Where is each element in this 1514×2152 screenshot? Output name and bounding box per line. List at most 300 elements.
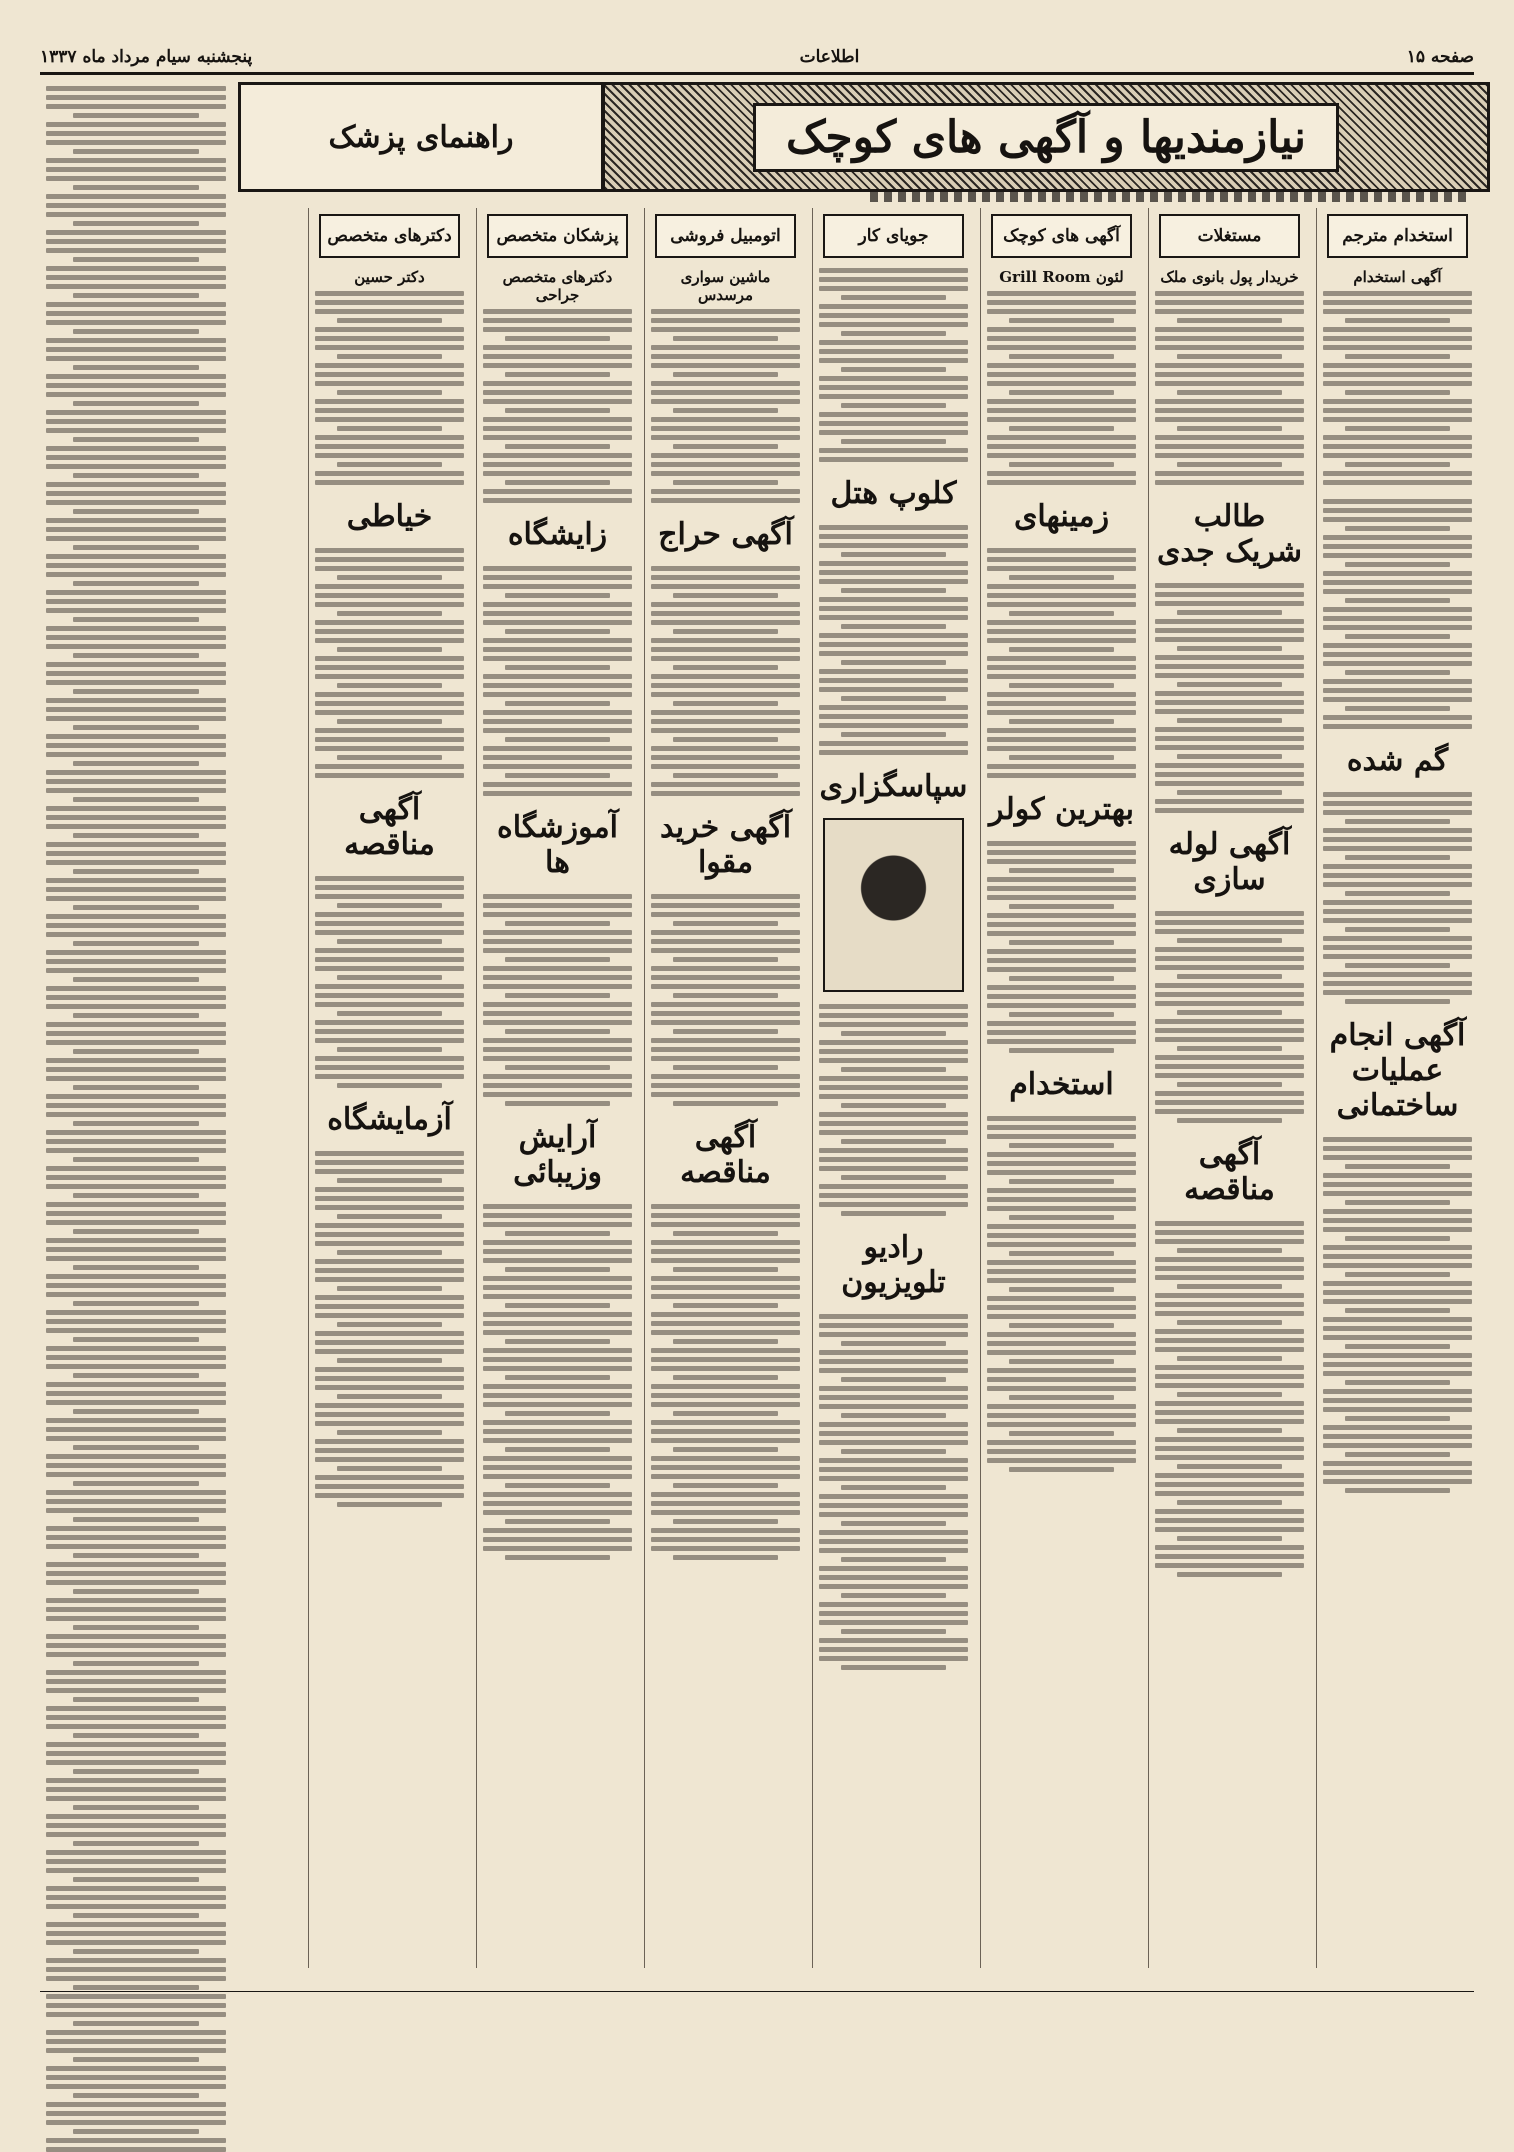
- text-line: [651, 1546, 800, 1551]
- text-line: [46, 1247, 226, 1252]
- text-line: [1009, 1431, 1113, 1436]
- text-line: [987, 841, 1136, 846]
- classified-ad: [315, 548, 464, 778]
- text-line: [315, 692, 464, 697]
- text-line: [483, 1258, 632, 1263]
- text-line: [46, 1004, 226, 1009]
- classified-ad: [315, 876, 464, 1088]
- text-line: [987, 620, 1136, 625]
- text-line: [673, 1267, 777, 1272]
- text-line: [46, 914, 226, 919]
- text-line: [651, 1492, 800, 1497]
- text-line: [987, 372, 1136, 377]
- text-line: [315, 1160, 464, 1165]
- text-line: [987, 1116, 1136, 1121]
- text-line: [841, 1341, 945, 1346]
- text-line: [987, 1003, 1136, 1008]
- text-line: [483, 1357, 632, 1362]
- text-line: [46, 455, 226, 460]
- text-line: [819, 1148, 968, 1153]
- text-line: [337, 390, 441, 395]
- text-line: [1009, 354, 1113, 359]
- text-line: [987, 913, 1136, 918]
- text-line: [483, 912, 632, 917]
- text-line: [987, 1134, 1136, 1139]
- text-line: [1345, 526, 1449, 531]
- text-line: [987, 1350, 1136, 1355]
- text-line: [505, 1029, 609, 1034]
- text-line: [841, 1067, 945, 1072]
- text-line: [73, 221, 199, 226]
- text-line: [46, 176, 226, 181]
- text-line: [483, 984, 632, 989]
- ad-title: ماشین سواری مرسدس: [680, 268, 771, 304]
- text-line: [46, 1112, 226, 1117]
- text-line: [651, 1038, 800, 1043]
- text-line: [315, 1232, 464, 1237]
- text-line: [46, 347, 226, 352]
- text-line: [315, 1331, 464, 1336]
- text-line: [1155, 763, 1304, 768]
- text-line: [987, 656, 1136, 661]
- text-line: [315, 746, 464, 751]
- text-line: [1345, 1272, 1449, 1277]
- text-line: [46, 2003, 226, 2008]
- text-line: [1323, 480, 1472, 485]
- text-line: [673, 993, 777, 998]
- text-line: [46, 1346, 226, 1351]
- text-line: [73, 2057, 199, 2062]
- text-line: [1155, 1230, 1304, 1235]
- text-line: [483, 435, 632, 440]
- text-line: [1155, 1419, 1304, 1424]
- text-line: [819, 1539, 968, 1544]
- classified-ad: [1323, 1137, 1472, 1493]
- text-line: [819, 678, 968, 683]
- text-line: [315, 1223, 464, 1228]
- text-line: [1323, 1227, 1472, 1232]
- text-line: [483, 1047, 632, 1052]
- text-line: [46, 1670, 226, 1675]
- text-line: [483, 1092, 632, 1097]
- text-line: [1345, 562, 1449, 567]
- text-line: [1177, 1082, 1281, 1087]
- text-line: [1155, 583, 1304, 588]
- text-line: [819, 570, 968, 575]
- text-line: [505, 1519, 609, 1524]
- ad-title: دکتر حسین: [354, 268, 425, 286]
- text-line: [651, 710, 800, 715]
- text-line: [505, 1339, 609, 1344]
- text-line: [1155, 372, 1304, 377]
- text-line: [1177, 938, 1281, 943]
- text-line: [483, 939, 632, 944]
- ad-title: خریدار پول بانوی ملک: [1160, 268, 1299, 286]
- text-line: [1155, 1437, 1304, 1442]
- text-line: [987, 859, 1136, 864]
- page-header: [40, 42, 1474, 75]
- text-line: [819, 1184, 968, 1189]
- text-line: [315, 1205, 464, 1210]
- text-line: [1177, 318, 1281, 323]
- text-line: [987, 728, 1136, 733]
- text-line: [483, 453, 632, 458]
- text-line: [315, 1241, 464, 1246]
- text-line: [987, 557, 1136, 562]
- text-line: [315, 885, 464, 890]
- text-line: [46, 1031, 226, 1036]
- text-line: [1323, 810, 1472, 815]
- classified-ad: [651, 894, 800, 1106]
- text-line: [1323, 1290, 1472, 1295]
- text-line: [673, 444, 777, 449]
- text-line: [46, 239, 226, 244]
- text-line: [337, 1322, 441, 1327]
- text-line: [651, 611, 800, 616]
- text-line: [651, 1420, 800, 1425]
- text-line: [46, 887, 226, 892]
- text-line: [46, 194, 226, 199]
- classified-ad: [987, 268, 1136, 485]
- text-line: [841, 331, 945, 336]
- text-line: [46, 644, 226, 649]
- text-line: [651, 948, 800, 953]
- text-line: [1009, 647, 1113, 652]
- column-heading: پزشکان متخصص: [487, 214, 628, 258]
- text-line: [819, 1193, 968, 1198]
- ad-column: [1316, 208, 1478, 1968]
- text-line: [651, 318, 800, 323]
- text-line: [651, 1510, 800, 1515]
- text-line: [1323, 1317, 1472, 1322]
- text-line: [337, 719, 441, 724]
- text-line: [483, 1330, 632, 1335]
- text-line: [505, 1375, 609, 1380]
- text-line: [483, 1002, 632, 1007]
- text-line: [1323, 327, 1472, 332]
- text-line: [315, 1457, 464, 1462]
- text-line: [73, 2129, 199, 2134]
- text-line: [483, 363, 632, 368]
- text-line: [46, 968, 226, 973]
- text-line: [841, 1031, 945, 1036]
- text-line: [315, 1038, 464, 1043]
- text-line: [73, 293, 199, 298]
- text-line: [46, 599, 226, 604]
- text-line: [483, 489, 632, 494]
- text-line: [73, 257, 199, 262]
- text-line: [819, 741, 968, 746]
- text-line: [483, 656, 632, 661]
- text-line: [73, 437, 199, 442]
- text-line: [1323, 715, 1472, 720]
- text-line: [987, 1197, 1136, 1202]
- text-line: [315, 300, 464, 305]
- text-line: [651, 638, 800, 643]
- text-line: [483, 1393, 632, 1398]
- text-line: [483, 1240, 632, 1245]
- text-line: [315, 1065, 464, 1070]
- text-line: [651, 309, 800, 314]
- text-line: [46, 1355, 226, 1360]
- text-line: [46, 1688, 226, 1693]
- text-line: [673, 1483, 777, 1488]
- text-line: [483, 354, 632, 359]
- text-line: [819, 705, 968, 710]
- text-line: [1155, 291, 1304, 296]
- text-line: [987, 593, 1136, 598]
- ad-headline: بهترین کولر: [989, 792, 1134, 827]
- text-line: [73, 1049, 199, 1054]
- classified-ad: [483, 1204, 632, 1560]
- text-line: [46, 1634, 226, 1639]
- text-line: [46, 311, 226, 316]
- text-line: [987, 994, 1136, 999]
- ad-title: دکترهای متخصص جراحی: [502, 268, 613, 304]
- text-line: [1323, 679, 1472, 684]
- classified-ad: [651, 268, 800, 503]
- text-line: [315, 1439, 464, 1444]
- text-line: [46, 140, 226, 145]
- text-line: [673, 1303, 777, 1308]
- text-line: [315, 372, 464, 377]
- text-line: [1323, 580, 1472, 585]
- ad-headline: رادیو تلویزیون: [841, 1230, 946, 1300]
- text-line: [1323, 399, 1472, 404]
- text-line: [46, 743, 226, 748]
- text-line: [819, 1638, 968, 1643]
- text-line: [1345, 1344, 1449, 1349]
- text-line: [819, 1359, 968, 1364]
- text-line: [46, 1211, 226, 1216]
- text-line: [46, 1184, 226, 1189]
- text-line: [987, 1341, 1136, 1346]
- text-line: [46, 320, 226, 325]
- text-line: [337, 462, 441, 467]
- text-line: [1323, 291, 1472, 296]
- text-line: [46, 1706, 226, 1711]
- classified-ad: [1155, 583, 1304, 813]
- text-line: [505, 993, 609, 998]
- text-line: [651, 1438, 800, 1443]
- text-line: [46, 2102, 226, 2107]
- text-line: [46, 752, 226, 757]
- text-line: [819, 1431, 968, 1436]
- text-line: [1177, 974, 1281, 979]
- text-line: [46, 2084, 226, 2089]
- text-line: [987, 985, 1136, 990]
- text-line: [651, 1213, 800, 1218]
- text-line: [673, 336, 777, 341]
- text-line: [673, 957, 777, 962]
- text-line: [1155, 1509, 1304, 1514]
- text-line: [651, 683, 800, 688]
- text-line: [483, 755, 632, 760]
- text-line: [819, 1620, 968, 1625]
- text-line: [1155, 471, 1304, 476]
- text-line: [651, 912, 800, 917]
- text-line: [46, 1886, 226, 1891]
- text-line: [46, 1940, 226, 1945]
- text-line: [46, 1436, 226, 1441]
- text-line: [483, 575, 632, 580]
- text-line: [1345, 426, 1449, 431]
- text-line: [651, 453, 800, 458]
- page-footer-rule: [40, 1991, 1474, 1992]
- text-line: [1155, 1383, 1304, 1388]
- text-line: [819, 1314, 968, 1319]
- text-line: [337, 1430, 441, 1435]
- text-line: [987, 1039, 1136, 1044]
- text-line: [46, 284, 226, 289]
- text-line: [841, 732, 945, 737]
- text-line: [673, 629, 777, 634]
- text-line: [315, 435, 464, 440]
- text-line: [1323, 900, 1472, 905]
- text-line: [315, 1340, 464, 1345]
- text-line: [46, 1427, 226, 1432]
- text-line: [841, 1521, 945, 1526]
- text-line: [1323, 1398, 1472, 1403]
- text-line: [315, 620, 464, 625]
- text-line: [483, 894, 632, 899]
- text-line: [1009, 1048, 1113, 1053]
- text-line: [1323, 954, 1472, 959]
- text-line: [46, 428, 226, 433]
- text-line: [483, 975, 632, 980]
- text-line: [483, 1438, 632, 1443]
- text-line: [987, 1278, 1136, 1283]
- text-line: [987, 737, 1136, 742]
- text-line: [315, 876, 464, 881]
- classified-ad: [651, 1204, 800, 1560]
- text-line: [987, 1206, 1136, 1211]
- text-line: [315, 1277, 464, 1282]
- text-line: [73, 977, 199, 982]
- text-line: [46, 1796, 226, 1801]
- text-line: [1009, 976, 1113, 981]
- text-line: [1323, 571, 1472, 576]
- text-line: [46, 1175, 226, 1180]
- text-line: [1009, 1215, 1113, 1220]
- text-line: [483, 710, 632, 715]
- text-line: [337, 354, 441, 359]
- text-line: [315, 471, 464, 476]
- text-line: [483, 620, 632, 625]
- text-line: [841, 1103, 945, 1108]
- text-line: [1155, 601, 1304, 606]
- text-line: [819, 1085, 968, 1090]
- text-line: [1155, 1401, 1304, 1406]
- text-line: [1323, 1470, 1472, 1475]
- text-line: [819, 1422, 968, 1427]
- text-line: [651, 426, 800, 431]
- text-line: [819, 1395, 968, 1400]
- text-line: [46, 1508, 226, 1513]
- text-line: [987, 958, 1136, 963]
- text-line: [651, 1083, 800, 1088]
- text-line: [46, 527, 226, 532]
- text-line: [987, 629, 1136, 634]
- text-line: [1323, 990, 1472, 995]
- text-line: [819, 714, 968, 719]
- text-line: [651, 746, 800, 751]
- classified-ad: [1323, 268, 1472, 485]
- text-line: [1345, 891, 1449, 896]
- text-line: [1177, 1046, 1281, 1051]
- text-line: [46, 536, 226, 541]
- text-line: [1009, 462, 1113, 467]
- text-line: [1155, 956, 1304, 961]
- text-line: [651, 327, 800, 332]
- text-line: [1323, 801, 1472, 806]
- text-line: [651, 1528, 800, 1533]
- text-line: [651, 462, 800, 467]
- text-line: [483, 692, 632, 697]
- text-line: [46, 1580, 226, 1585]
- text-line: [315, 1074, 464, 1079]
- text-line: [46, 1859, 226, 1864]
- banner-ornament: [870, 190, 1470, 202]
- text-line: [1155, 1302, 1304, 1307]
- text-line: [337, 1083, 441, 1088]
- text-line: [987, 345, 1136, 350]
- text-line: [1155, 1554, 1304, 1559]
- text-line: [1155, 345, 1304, 350]
- text-line: [651, 755, 800, 760]
- text-line: [46, 707, 226, 712]
- text-line: [46, 1607, 226, 1612]
- text-line: [483, 966, 632, 971]
- text-line: [819, 412, 968, 417]
- text-line: [337, 1214, 441, 1219]
- text-line: [1155, 1019, 1304, 1024]
- text-line: [1155, 1482, 1304, 1487]
- text-line: [483, 1222, 632, 1227]
- classifieds-banner: [602, 82, 1490, 192]
- text-line: [315, 1403, 464, 1408]
- classified-ad: [819, 1004, 968, 1216]
- column-heading: جویای کار: [823, 214, 964, 258]
- ad-headline: آگهی مناقصه: [1184, 1137, 1275, 1207]
- text-line: [651, 1092, 800, 1097]
- text-line: [73, 1085, 199, 1090]
- text-line: [1323, 1191, 1472, 1196]
- text-line: [1177, 1428, 1281, 1433]
- text-line: [46, 1418, 226, 1423]
- text-line: [987, 566, 1136, 571]
- text-line: [819, 606, 968, 611]
- text-line: [1323, 372, 1472, 377]
- text-line: [987, 1030, 1136, 1035]
- text-line: [673, 737, 777, 742]
- text-line: [987, 1125, 1136, 1130]
- text-line: [1177, 790, 1281, 795]
- text-line: [315, 1268, 464, 1273]
- text-line: [46, 446, 226, 451]
- text-line: [987, 692, 1136, 697]
- text-line: [483, 683, 632, 688]
- text-line: [987, 480, 1136, 485]
- text-line: [46, 1472, 226, 1477]
- text-line: [1323, 1281, 1472, 1286]
- text-line: [483, 948, 632, 953]
- ad-headline: کلوپ هتل: [830, 476, 957, 511]
- text-line: [673, 1339, 777, 1344]
- text-line: [1323, 1434, 1472, 1439]
- text-line: [46, 1364, 226, 1369]
- text-line: [73, 401, 199, 406]
